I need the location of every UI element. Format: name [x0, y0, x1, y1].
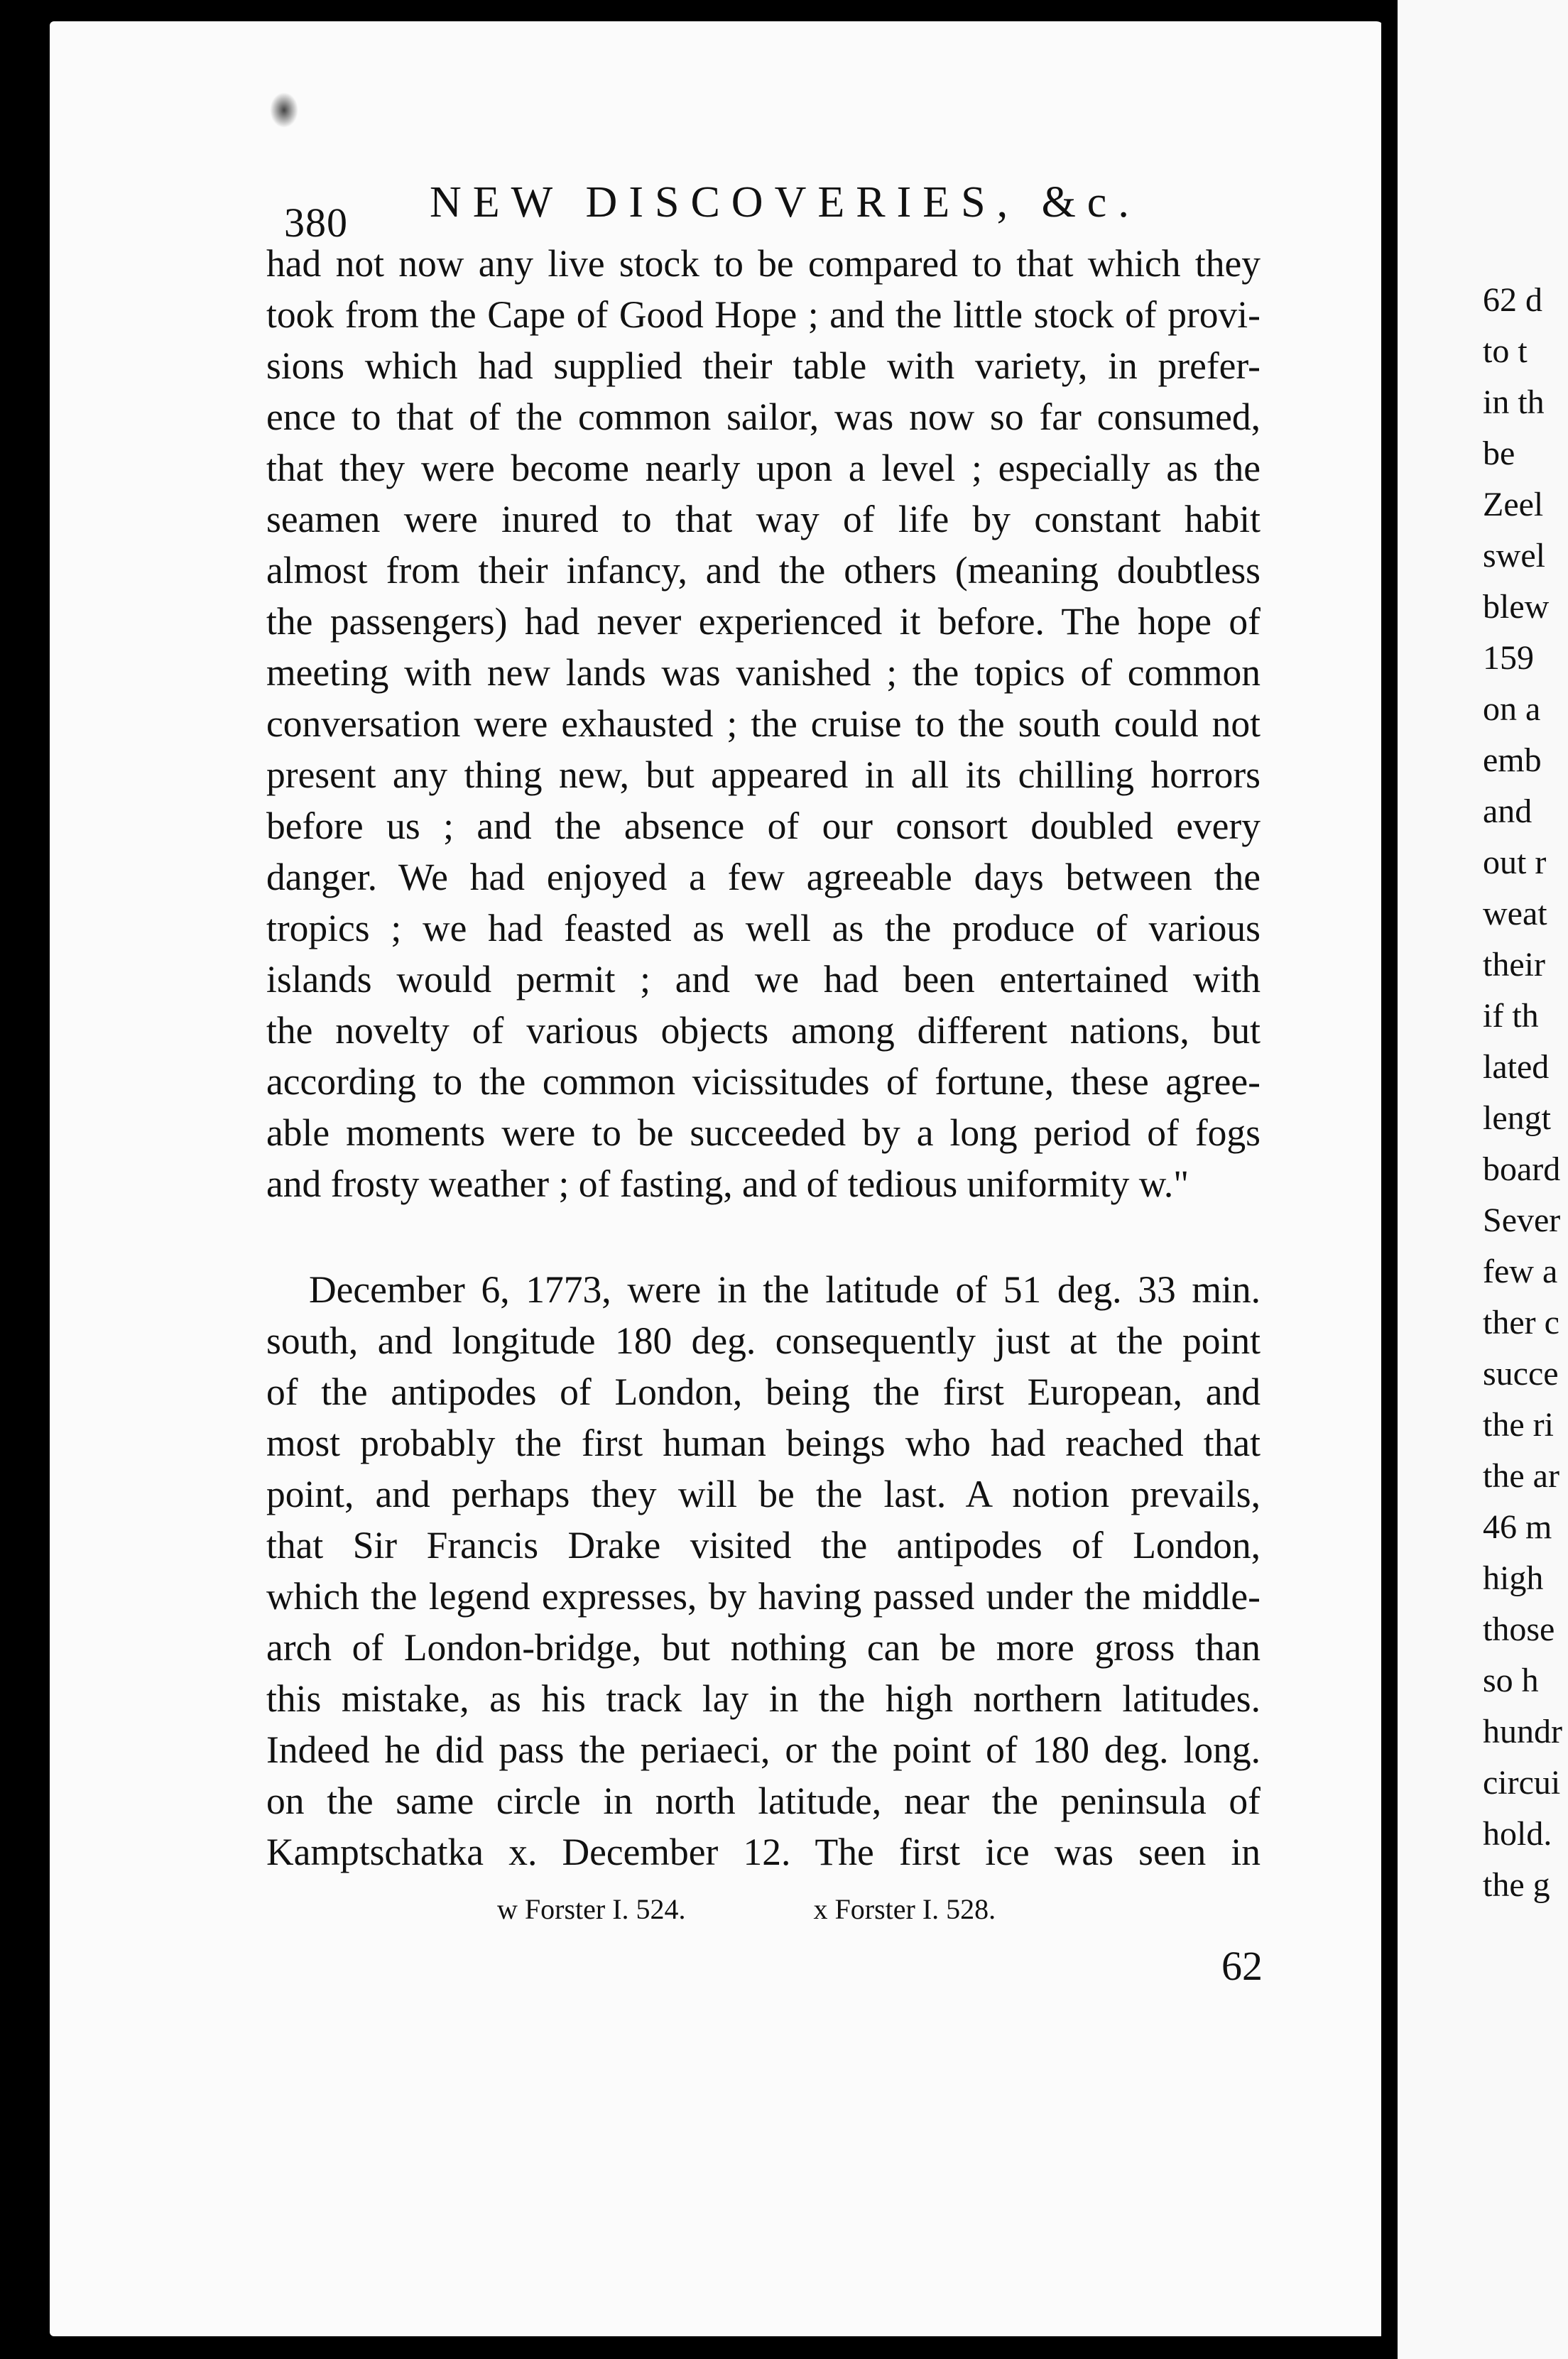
facing-page-line: the g — [1483, 1866, 1550, 1904]
text-line: that Sir Francis Drake visited the antipodes of London, — [266, 1524, 1261, 1567]
footnote-w: w Forster I. 524. — [497, 1893, 686, 1925]
facing-page-line: hold. — [1483, 1815, 1552, 1853]
text-line: according to the common vicissitudes of fortune, these agree- — [266, 1060, 1261, 1103]
paragraph-1 — [266, 238, 1261, 1209]
text-line: south, and longitude 180 deg. consequently just at the point — [266, 1319, 1261, 1362]
facing-page-line: weat — [1483, 895, 1547, 932]
facing-page-line: out r — [1483, 844, 1547, 881]
text-line: that they were become nearly upon a level ; especially as the — [266, 447, 1261, 489]
text-line: conversation were exhausted ; the cruise to the south could not — [266, 702, 1261, 745]
footnotes — [497, 1892, 1136, 1926]
facing-page-line: ther c — [1483, 1304, 1559, 1341]
text-line: most probably the first human beings who had reached that — [266, 1422, 1261, 1464]
text-line: seamen were inured to that way of life by constant habit — [266, 498, 1261, 540]
footnote-x: x Forster I. 528. — [813, 1893, 996, 1925]
text-line: Kamptschatka x. December 12. The first ice was seen in — [266, 1831, 1261, 1873]
facing-page-line: in th — [1483, 383, 1545, 421]
text-line: before us ; and the absence of our consort doubled every — [266, 805, 1261, 847]
facing-page-line: on a — [1483, 690, 1541, 728]
text-line: December 6, 1773, were in the latitude of 51 deg. 33 min. — [309, 1268, 1261, 1311]
facing-page-line: board — [1483, 1150, 1561, 1188]
running-title: NEW DISCOVERIES, &c. — [430, 178, 1140, 227]
text-line: sions which had supplied their table with variety, in prefer- — [266, 344, 1261, 387]
facing-page-line: high — [1483, 1559, 1544, 1597]
text-line: ence to that of the common sailor, was now so far consumed, — [266, 396, 1261, 438]
text-line: able moments were to be succeeded by a long period of fogs — [266, 1111, 1261, 1154]
facing-page-line: to t — [1483, 332, 1528, 370]
text-line: tropics ; we had feasted as well as the produce of various — [266, 907, 1261, 949]
facing-page-line: emb — [1483, 741, 1542, 779]
text-line: the passengers) had never experienced it before. The hope of — [266, 600, 1261, 643]
facing-page-line: lengt — [1483, 1099, 1551, 1137]
text-line: point, and perhaps they will be the last. A notion prevails, — [266, 1473, 1261, 1515]
facing-page-line: 62 d — [1483, 281, 1542, 319]
facing-page-line: so h — [1483, 1662, 1539, 1699]
facing-page-line: Sever — [1483, 1202, 1561, 1239]
facing-page-line: their — [1483, 946, 1545, 984]
text-line: almost from their infancy, and the others (meaning doubtless — [266, 549, 1261, 592]
facing-page-line: lated — [1483, 1048, 1550, 1086]
text-line: this mistake, as his track lay in the high northern latitudes. — [266, 1677, 1261, 1720]
facing-page-line: blew — [1483, 588, 1550, 626]
text-line: the novelty of various objects among different nations, but — [266, 1009, 1261, 1052]
facing-page-line: the ar — [1483, 1457, 1559, 1495]
text-line: danger. We had enjoyed a few agreeable days between the — [266, 856, 1261, 898]
facing-page-line: be — [1483, 435, 1515, 472]
facing-page-line: swel — [1483, 537, 1545, 574]
facing-page-line: circui — [1483, 1764, 1561, 1802]
facing-page-line: those — [1483, 1611, 1555, 1648]
text-line: meeting with new lands was vanished ; the topics of common — [266, 651, 1261, 694]
facing-page-line: the ri — [1483, 1406, 1554, 1444]
text-line: on the same circle in north latitude, near the peninsula of — [266, 1780, 1261, 1822]
text-line: Indeed he did pass the periaeci, or the point of 180 deg. long. — [266, 1728, 1261, 1771]
paragraph-2 — [266, 1264, 1261, 1878]
signature-mark: 62 — [1221, 1943, 1263, 1989]
text-line: of the antipodes of London, being the first European, and — [266, 1371, 1261, 1413]
facing-page-line: 159 — [1483, 639, 1534, 677]
text-line: islands would permit ; and we had been entertained with — [266, 958, 1261, 1001]
text-line: present any thing new, but appeared in all its chilling horrors — [266, 753, 1261, 796]
text-line: arch of London-bridge, but nothing can be more gross than — [266, 1626, 1261, 1669]
facing-page-line: if th — [1483, 997, 1539, 1035]
facing-page-line: and — [1483, 792, 1532, 830]
facing-page-line: hundr — [1483, 1713, 1562, 1750]
text-line: and frosty weather ; of fasting, and of tedious uniformity w." — [266, 1162, 1189, 1205]
page-number: 380 — [284, 200, 348, 246]
facing-page-line: 46 m — [1483, 1508, 1552, 1546]
facing-page-line: few a — [1483, 1253, 1558, 1290]
facing-page-line: succe — [1483, 1355, 1559, 1393]
text-line: which the legend expresses, by having passed under the middle- — [266, 1575, 1261, 1618]
facing-page-line: Zeel — [1483, 486, 1544, 523]
text-line: had not now any live stock to be compared to that which they — [266, 242, 1261, 285]
ink-smudge-icon — [270, 92, 298, 128]
text-line: took from the Cape of Good Hope ; and the little stock of provi- — [266, 293, 1261, 336]
